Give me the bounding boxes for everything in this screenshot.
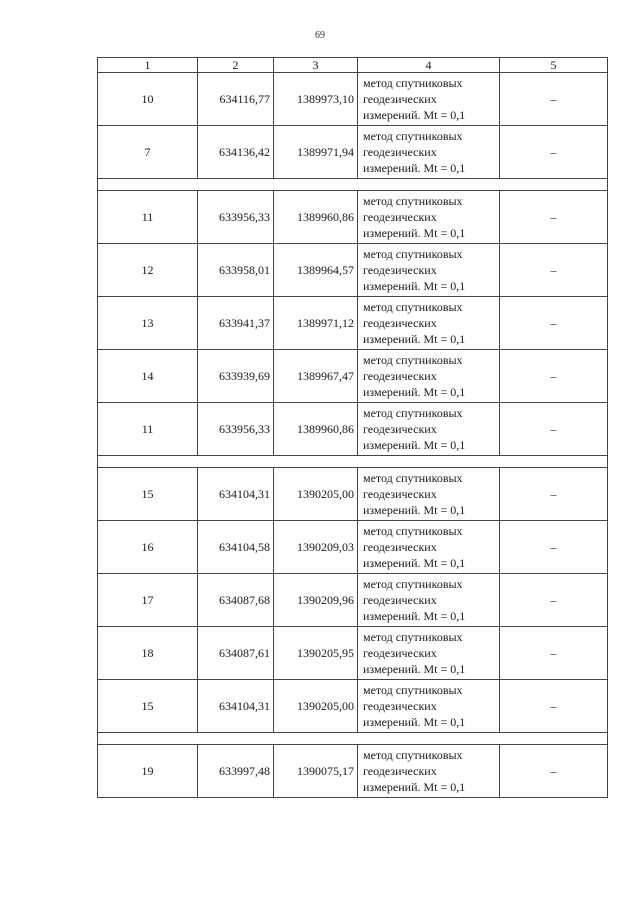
method-cell bbox=[358, 627, 500, 680]
table-row bbox=[98, 191, 608, 244]
method-line: измерений. Mt = 0,1 bbox=[363, 279, 466, 293]
x-coordinate-cell: 633997,48 bbox=[198, 745, 274, 798]
table-row bbox=[98, 521, 608, 574]
method-cell bbox=[358, 126, 500, 179]
method-line: геодезических bbox=[363, 764, 437, 778]
point-number-cell: 12 bbox=[98, 244, 198, 297]
method-line: метод спутниковых bbox=[363, 577, 463, 591]
method-line: геодезических bbox=[363, 369, 437, 383]
x-coordinate-cell: 634116,77 bbox=[198, 73, 274, 126]
method-line: геодезических bbox=[363, 263, 437, 277]
method-line: измерений. Mt = 0,1 bbox=[363, 332, 466, 346]
group-separator-cell bbox=[98, 733, 608, 745]
x-coordinate-cell: 633956,33 bbox=[198, 403, 274, 456]
group-separator-cell bbox=[98, 179, 608, 191]
header-cell-5: 5 bbox=[500, 58, 608, 73]
method-cell bbox=[358, 574, 500, 627]
method-line: метод спутниковых bbox=[363, 247, 463, 261]
method-line: метод спутниковых bbox=[363, 300, 463, 314]
table-row bbox=[98, 244, 608, 297]
method-cell bbox=[358, 73, 500, 126]
table-header-row bbox=[98, 58, 608, 73]
point-number-cell: 13 bbox=[98, 297, 198, 350]
header-cell-2: 2 bbox=[198, 58, 274, 73]
method-line: измерений. Mt = 0,1 bbox=[363, 780, 466, 794]
method-line: измерений. Mt = 0,1 bbox=[363, 161, 466, 175]
x-coordinate-cell: 633939,69 bbox=[198, 350, 274, 403]
note-cell: – bbox=[500, 574, 608, 627]
method-line: геодезических bbox=[363, 422, 437, 436]
x-coordinate-cell: 634087,68 bbox=[198, 574, 274, 627]
x-coordinate-cell: 634087,61 bbox=[198, 627, 274, 680]
y-coordinate-cell: 1390205,00 bbox=[274, 680, 358, 733]
y-coordinate-cell: 1390075,17 bbox=[274, 745, 358, 798]
method-line: геодезических bbox=[363, 316, 437, 330]
x-coordinate-cell: 633956,33 bbox=[198, 191, 274, 244]
group-separator-row bbox=[98, 456, 608, 468]
method-line: геодезических bbox=[363, 699, 437, 713]
method-line: измерений. Mt = 0,1 bbox=[363, 503, 466, 517]
method-line: измерений. Mt = 0,1 bbox=[363, 385, 466, 399]
y-coordinate-cell: 1390205,95 bbox=[274, 627, 358, 680]
group-separator-row bbox=[98, 733, 608, 745]
method-line: геодезических bbox=[363, 540, 437, 554]
method-line: метод спутниковых bbox=[363, 194, 463, 208]
coordinates-table-body bbox=[98, 58, 608, 798]
method-cell bbox=[358, 350, 500, 403]
method-cell bbox=[358, 403, 500, 456]
table-row bbox=[98, 73, 608, 126]
table-row bbox=[98, 745, 608, 798]
x-coordinate-cell: 634104,31 bbox=[198, 468, 274, 521]
note-cell: – bbox=[500, 745, 608, 798]
point-number-cell: 14 bbox=[98, 350, 198, 403]
method-line: геодезических bbox=[363, 487, 437, 501]
table-row bbox=[98, 297, 608, 350]
method-cell bbox=[358, 191, 500, 244]
method-cell bbox=[358, 244, 500, 297]
method-line: измерений. Mt = 0,1 bbox=[363, 715, 466, 729]
method-cell bbox=[358, 468, 500, 521]
point-number-cell: 17 bbox=[98, 574, 198, 627]
point-number-cell: 15 bbox=[98, 680, 198, 733]
note-cell: – bbox=[500, 468, 608, 521]
point-number-cell: 7 bbox=[98, 126, 198, 179]
method-cell bbox=[358, 680, 500, 733]
header-cell-1: 1 bbox=[98, 58, 198, 73]
method-line: измерений. Mt = 0,1 bbox=[363, 609, 466, 623]
coordinates-table bbox=[97, 57, 608, 798]
method-line: геодезических bbox=[363, 646, 437, 660]
table-row bbox=[98, 403, 608, 456]
table-row bbox=[98, 468, 608, 521]
method-line: геодезических bbox=[363, 593, 437, 607]
point-number-cell: 11 bbox=[98, 191, 198, 244]
table-row bbox=[98, 574, 608, 627]
point-number-cell: 19 bbox=[98, 745, 198, 798]
y-coordinate-cell: 1390209,96 bbox=[274, 574, 358, 627]
method-cell bbox=[358, 745, 500, 798]
note-cell: – bbox=[500, 680, 608, 733]
method-line: измерений. Mt = 0,1 bbox=[363, 662, 466, 676]
table-row bbox=[98, 126, 608, 179]
x-coordinate-cell: 634104,31 bbox=[198, 680, 274, 733]
y-coordinate-cell: 1389960,86 bbox=[274, 403, 358, 456]
method-line: метод спутниковых bbox=[363, 524, 463, 538]
table-row bbox=[98, 680, 608, 733]
method-line: геодезических bbox=[363, 92, 437, 106]
note-cell: – bbox=[500, 191, 608, 244]
y-coordinate-cell: 1389960,86 bbox=[274, 191, 358, 244]
method-line: измерений. Mt = 0,1 bbox=[363, 438, 466, 452]
y-coordinate-cell: 1389967,47 bbox=[274, 350, 358, 403]
method-line: метод спутниковых bbox=[363, 471, 463, 485]
group-separator-row bbox=[98, 179, 608, 191]
group-separator-cell bbox=[98, 456, 608, 468]
method-line: метод спутниковых bbox=[363, 630, 463, 644]
method-line: метод спутниковых bbox=[363, 76, 463, 90]
method-line: измерений. Mt = 0,1 bbox=[363, 226, 466, 240]
point-number-cell: 10 bbox=[98, 73, 198, 126]
table-row bbox=[98, 627, 608, 680]
y-coordinate-cell: 1390209,03 bbox=[274, 521, 358, 574]
y-coordinate-cell: 1389971,94 bbox=[274, 126, 358, 179]
y-coordinate-cell: 1389973,10 bbox=[274, 73, 358, 126]
y-coordinate-cell: 1389971,12 bbox=[274, 297, 358, 350]
point-number-cell: 11 bbox=[98, 403, 198, 456]
method-line: метод спутниковых bbox=[363, 353, 463, 367]
note-cell: – bbox=[500, 350, 608, 403]
point-number-cell: 15 bbox=[98, 468, 198, 521]
note-cell: – bbox=[500, 627, 608, 680]
note-cell: – bbox=[500, 126, 608, 179]
method-cell bbox=[358, 297, 500, 350]
header-cell-3: 3 bbox=[274, 58, 358, 73]
note-cell: – bbox=[500, 244, 608, 297]
note-cell: – bbox=[500, 403, 608, 456]
header-cell-4: 4 bbox=[358, 58, 500, 73]
point-number-cell: 16 bbox=[98, 521, 198, 574]
note-cell: – bbox=[500, 521, 608, 574]
table-row bbox=[98, 350, 608, 403]
x-coordinate-cell: 633958,01 bbox=[198, 244, 274, 297]
method-line: метод спутниковых bbox=[363, 406, 463, 420]
method-line: метод спутниковых bbox=[363, 129, 463, 143]
method-line: геодезических bbox=[363, 145, 437, 159]
method-line: измерений. Mt = 0,1 bbox=[363, 556, 466, 570]
note-cell: – bbox=[500, 297, 608, 350]
method-line: геодезических bbox=[363, 210, 437, 224]
x-coordinate-cell: 634104,58 bbox=[198, 521, 274, 574]
page-number: 69 bbox=[315, 30, 325, 41]
method-line: измерений. Mt = 0,1 bbox=[363, 108, 466, 122]
method-line: метод спутниковых bbox=[363, 748, 463, 762]
note-cell: – bbox=[500, 73, 608, 126]
point-number-cell: 18 bbox=[98, 627, 198, 680]
method-cell bbox=[358, 521, 500, 574]
x-coordinate-cell: 634136,42 bbox=[198, 126, 274, 179]
x-coordinate-cell: 633941,37 bbox=[198, 297, 274, 350]
y-coordinate-cell: 1390205,00 bbox=[274, 468, 358, 521]
y-coordinate-cell: 1389964,57 bbox=[274, 244, 358, 297]
method-line: метод спутниковых bbox=[363, 683, 463, 697]
